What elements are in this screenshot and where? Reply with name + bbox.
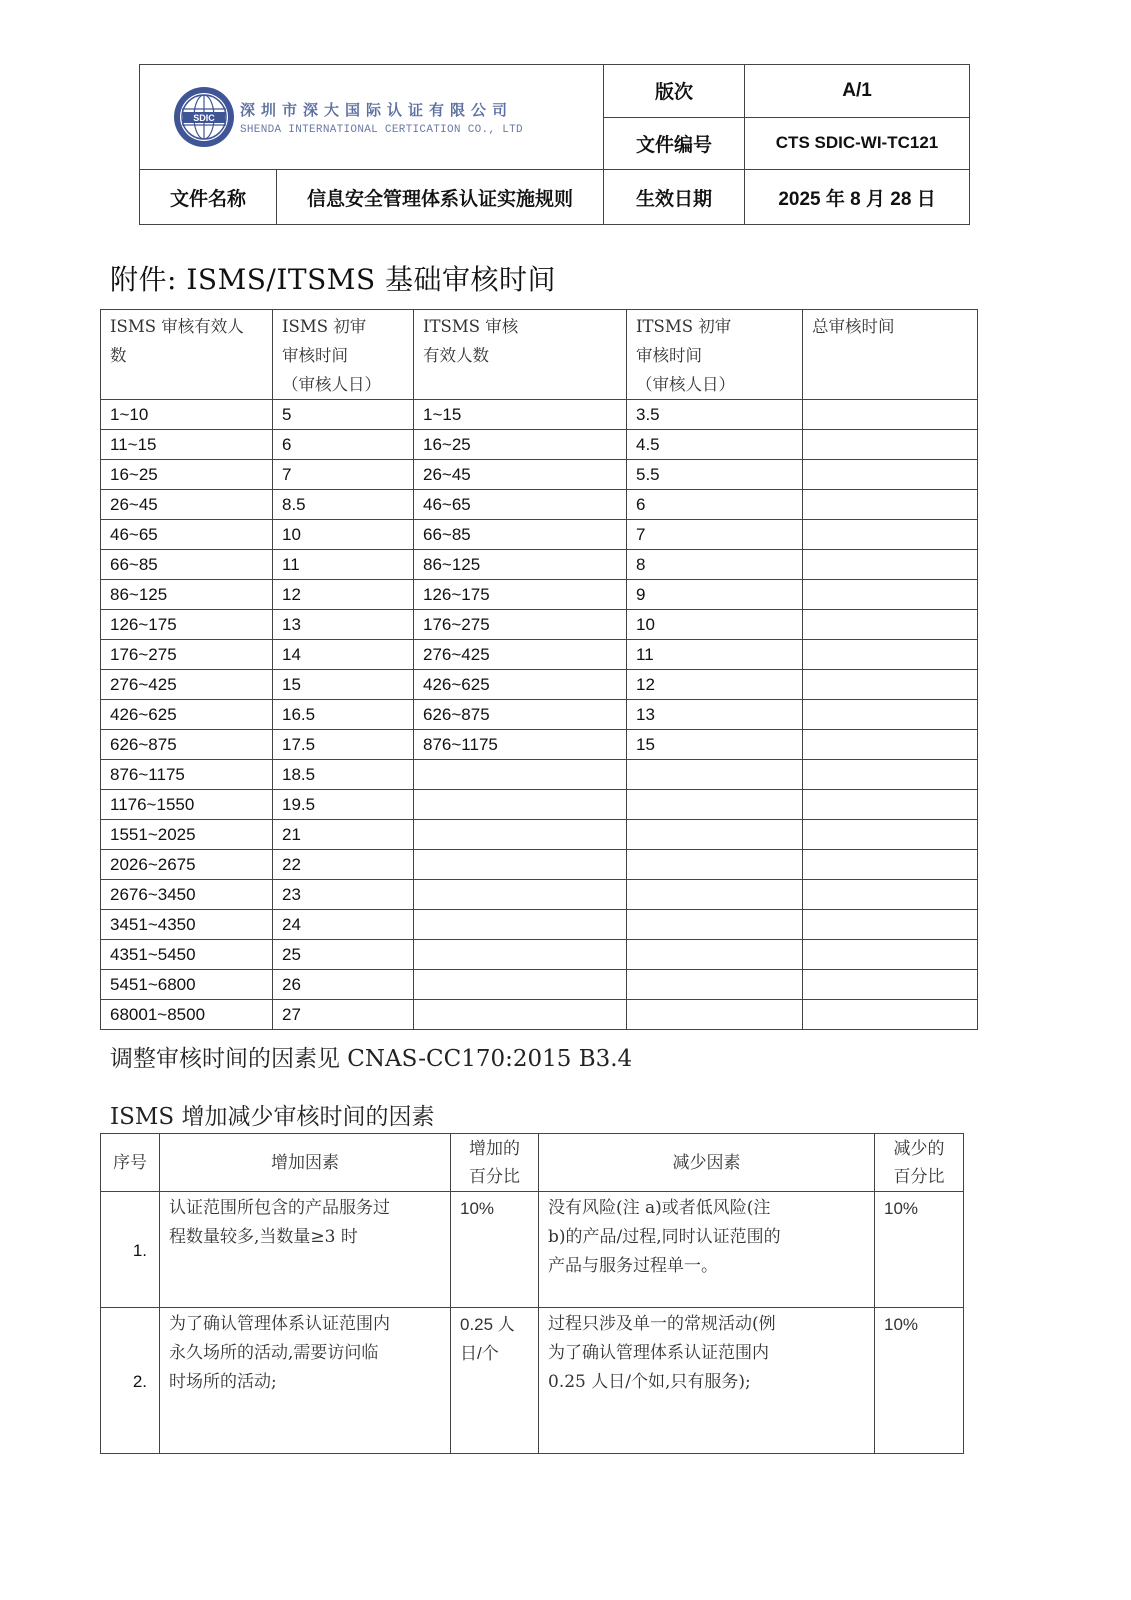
table-cell: 1176~1550: [101, 790, 273, 820]
table-cell: [803, 400, 978, 430]
adjustment-note: 调整审核时间的因素见 CNAS-CC170:2015 B3.4: [110, 1046, 633, 1072]
table-cell: 66~85: [414, 520, 627, 550]
table-cell: [803, 850, 978, 880]
table-row: [101, 580, 978, 610]
header-decrease-pct: 减少的 百分比: [875, 1134, 964, 1192]
table-cell: [803, 790, 978, 820]
table-cell: [803, 490, 978, 520]
table-cell: 13: [273, 610, 414, 640]
table-cell: [627, 1000, 803, 1030]
table-cell: 626~875: [414, 700, 627, 730]
table-cell: 2026~2675: [101, 850, 273, 880]
header-increase-pct: 增加的 百分比: [451, 1134, 539, 1192]
table-cell: 3451~4350: [101, 910, 273, 940]
table-cell: 68001~8500: [101, 1000, 273, 1030]
table-cell: [803, 460, 978, 490]
table-cell: 19.5: [273, 790, 414, 820]
table-cell: [803, 760, 978, 790]
factor-row: [101, 1192, 964, 1308]
table-cell: [803, 820, 978, 850]
table-cell: [414, 760, 627, 790]
table-cell: [627, 850, 803, 880]
table-cell: 276~425: [414, 640, 627, 670]
table-cell: 1~10: [101, 400, 273, 430]
document-header-table: [139, 64, 970, 225]
version-value: A/1: [745, 65, 970, 118]
increase-percentage: 0.25 人 日/个: [451, 1308, 539, 1454]
factor-index: 1.: [101, 1192, 160, 1308]
increase-factor: 认证范围所包含的产品服务过 程数量较多,当数量≥3 时: [160, 1192, 451, 1308]
table-cell: 12: [627, 670, 803, 700]
table-cell: 4.5: [627, 430, 803, 460]
table-cell: 426~625: [414, 670, 627, 700]
table-cell: 27: [273, 1000, 414, 1030]
table-cell: [627, 790, 803, 820]
table-cell: 16.5: [273, 700, 414, 730]
table-cell: [627, 820, 803, 850]
decrease-percentage: 10%: [875, 1192, 964, 1308]
table-cell: 25: [273, 940, 414, 970]
table-row: [101, 1000, 978, 1030]
table-cell: [803, 430, 978, 460]
table-cell: 8.5: [273, 490, 414, 520]
table-cell: 66~85: [101, 550, 273, 580]
doc-name-label: 文件名称: [140, 170, 277, 225]
audit-time-table: [100, 309, 978, 1030]
table-cell: 23: [273, 880, 414, 910]
effective-date-value: 2025 年 8 月 28 日: [745, 170, 970, 225]
table-cell: 11: [273, 550, 414, 580]
column-header: ISMS 审核有效人 数: [101, 310, 273, 400]
table-cell: 11~15: [101, 430, 273, 460]
table-row: [101, 910, 978, 940]
table-cell: 126~175: [414, 580, 627, 610]
table-cell: [803, 520, 978, 550]
svg-text:SDIC: SDIC: [193, 113, 215, 123]
doc-number-label: 文件编号: [604, 117, 745, 170]
table-row: [101, 730, 978, 760]
table-cell: 86~125: [414, 550, 627, 580]
factors-title: ISMS 增加减少审核时间的因素: [110, 1104, 435, 1130]
table-row: [101, 850, 978, 880]
decrease-percentage: 10%: [875, 1308, 964, 1454]
table-cell: 2676~3450: [101, 880, 273, 910]
table-row: [101, 610, 978, 640]
table-row: [101, 670, 978, 700]
increase-percentage: 10%: [451, 1192, 539, 1308]
factor-row: [101, 1308, 964, 1454]
table-cell: 15: [273, 670, 414, 700]
table-cell: [803, 880, 978, 910]
factors-header-row: [101, 1134, 964, 1192]
table-cell: 8: [627, 550, 803, 580]
version-label: 版次: [604, 65, 745, 118]
table-cell: [627, 880, 803, 910]
table-cell: [803, 910, 978, 940]
table-cell: 626~875: [101, 730, 273, 760]
table-cell: [414, 790, 627, 820]
company-name-en: SHENDA INTERNATIONAL CERTICATION CO., LTD: [240, 123, 523, 136]
table-row: [101, 760, 978, 790]
table-cell: 4351~5450: [101, 940, 273, 970]
column-header: ITSMS 初审 审核时间 （审核人日）: [627, 310, 803, 400]
table-cell: 86~125: [101, 580, 273, 610]
table-header-row: [101, 310, 978, 400]
table-row: [101, 550, 978, 580]
table-cell: 426~625: [101, 700, 273, 730]
table-cell: [414, 970, 627, 1000]
table-row: [101, 700, 978, 730]
table-cell: 3.5: [627, 400, 803, 430]
table-cell: [803, 1000, 978, 1030]
table-row: [101, 490, 978, 520]
table-cell: [803, 610, 978, 640]
table-row: [101, 820, 978, 850]
table-cell: [803, 550, 978, 580]
table-cell: [414, 850, 627, 880]
table-cell: 6: [627, 490, 803, 520]
table-row: [101, 880, 978, 910]
table-row: [101, 790, 978, 820]
table-cell: 46~65: [414, 490, 627, 520]
table-cell: 22: [273, 850, 414, 880]
table-cell: [414, 1000, 627, 1030]
table-cell: 15: [627, 730, 803, 760]
table-cell: [414, 910, 627, 940]
column-header: ISMS 初审 审核时间 （审核人日）: [273, 310, 414, 400]
company-name-cn: 深圳市深大国际认证有限公司: [240, 100, 514, 119]
table-cell: [627, 970, 803, 1000]
table-cell: [414, 940, 627, 970]
table-cell: 18.5: [273, 760, 414, 790]
increase-factor: 为了确认管理体系认证范围内 永久场所的活动,需要访问临 时场所的活动;: [160, 1308, 451, 1454]
table-row: [101, 430, 978, 460]
table-cell: 16~25: [101, 460, 273, 490]
table-cell: [803, 670, 978, 700]
table-cell: 5.5: [627, 460, 803, 490]
effective-date-label: 生效日期: [604, 170, 745, 225]
factors-table: [100, 1133, 964, 1454]
header-increase: 增加因素: [160, 1134, 451, 1192]
table-cell: 10: [627, 610, 803, 640]
header-index: 序号: [101, 1134, 160, 1192]
table-cell: 876~1175: [414, 730, 627, 760]
table-row: [101, 520, 978, 550]
table-cell: 17.5: [273, 730, 414, 760]
column-header: 总审核时间: [803, 310, 978, 400]
table-cell: [803, 730, 978, 760]
table-cell: [627, 910, 803, 940]
table-cell: 26: [273, 970, 414, 1000]
table-cell: 5: [273, 400, 414, 430]
table-cell: [414, 820, 627, 850]
doc-number-value: CTS SDIC-WI-TC121: [745, 117, 970, 170]
table-cell: 176~275: [414, 610, 627, 640]
table-cell: 11: [627, 640, 803, 670]
table-cell: 5451~6800: [101, 970, 273, 1000]
page-title: 附件: ISMS/ITSMS 基础审核时间: [110, 263, 557, 296]
table-cell: [627, 760, 803, 790]
table-cell: 16~25: [414, 430, 627, 460]
table-cell: 26~45: [414, 460, 627, 490]
column-header: ITSMS 审核 有效人数: [414, 310, 627, 400]
doc-name-value: 信息安全管理体系认证实施规则: [277, 170, 604, 225]
table-cell: [803, 970, 978, 1000]
table-cell: 13: [627, 700, 803, 730]
table-cell: 7: [273, 460, 414, 490]
table-cell: [803, 580, 978, 610]
table-cell: 7: [627, 520, 803, 550]
header-decrease: 减少因素: [539, 1134, 875, 1192]
table-cell: 9: [627, 580, 803, 610]
table-row: [101, 970, 978, 1000]
company-logo-cell: [140, 65, 604, 170]
table-cell: [414, 880, 627, 910]
decrease-factor: 没有风险(注 a)或者低风险(注 b)的产品/过程,同时认证范围的 产品与服务过程单一。: [539, 1192, 875, 1308]
table-cell: [627, 940, 803, 970]
table-cell: 1551~2025: [101, 820, 273, 850]
table-cell: [803, 700, 978, 730]
table-row: [101, 640, 978, 670]
table-cell: 24: [273, 910, 414, 940]
table-row: [101, 940, 978, 970]
table-row: [101, 400, 978, 430]
table-cell: 26~45: [101, 490, 273, 520]
table-cell: 10: [273, 520, 414, 550]
table-cell: 176~275: [101, 640, 273, 670]
table-cell: 276~425: [101, 670, 273, 700]
table-cell: 126~175: [101, 610, 273, 640]
table-cell: [803, 940, 978, 970]
table-cell: 21: [273, 820, 414, 850]
table-cell: 12: [273, 580, 414, 610]
table-row: [101, 460, 978, 490]
factor-index: 2.: [101, 1308, 160, 1454]
decrease-factor: 过程只涉及单一的常规活动(例 为了确认管理体系认证范围内 0.25 人日/个如,只有服务);: [539, 1308, 875, 1454]
company-logo-icon: [172, 85, 236, 149]
table-cell: 14: [273, 640, 414, 670]
table-cell: 876~1175: [101, 760, 273, 790]
table-cell: 6: [273, 430, 414, 460]
table-cell: [803, 640, 978, 670]
table-cell: 46~65: [101, 520, 273, 550]
table-cell: 1~15: [414, 400, 627, 430]
